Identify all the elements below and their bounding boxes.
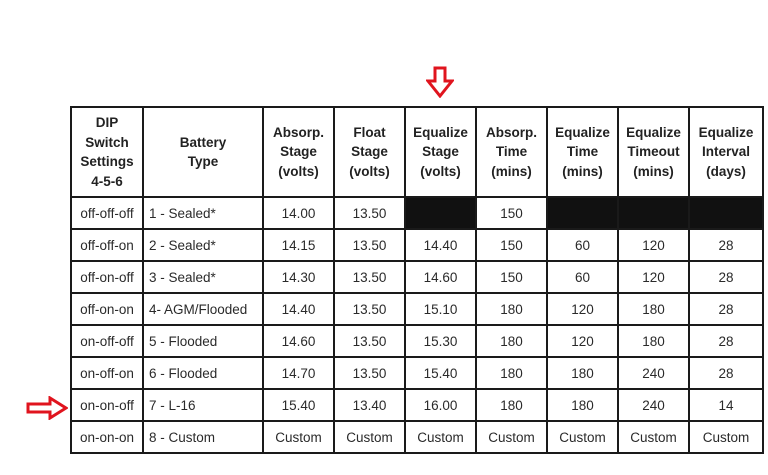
value-cell: 16.00 [405, 389, 476, 421]
header-text: Stage [422, 144, 459, 160]
header-equalize-timeout [618, 107, 689, 197]
value-cell: 120 [547, 293, 618, 325]
arrow-right-icon [26, 396, 68, 420]
value-cell: Custom [689, 421, 763, 453]
value-cell: 60 [547, 229, 618, 261]
value-cell: 60 [547, 261, 618, 293]
blocked-cell [689, 197, 763, 229]
header-text: Equalize [413, 124, 468, 140]
header-equalize-time [547, 107, 618, 197]
value-cell: 14.15 [263, 229, 334, 261]
table-row [71, 421, 763, 453]
header-absorp-time [476, 107, 547, 197]
value-cell: 13.50 [334, 261, 405, 293]
dip-setting-cell: off-on-off [71, 261, 143, 293]
dip-setting-cell: on-off-off [71, 325, 143, 357]
value-cell: 13.50 [334, 357, 405, 389]
value-cell: 150 [476, 197, 547, 229]
value-cell: 150 [476, 229, 547, 261]
value-cell: 150 [476, 261, 547, 293]
blocked-cell [405, 197, 476, 229]
value-cell: Custom [334, 421, 405, 453]
value-cell: 180 [547, 357, 618, 389]
header-text: Timeout [627, 144, 680, 160]
value-cell: 180 [476, 325, 547, 357]
table-row [71, 261, 763, 293]
header-equalize-stage [405, 107, 476, 197]
dip-switch-table [70, 106, 764, 454]
dip-setting-cell: off-off-on [71, 229, 143, 261]
value-cell: 240 [618, 389, 689, 421]
header-text: (volts) [278, 163, 319, 179]
battery-type-cell: 3 - Sealed* [143, 261, 263, 293]
value-cell: 14.40 [405, 229, 476, 261]
value-cell: 13.50 [334, 229, 405, 261]
value-cell: 28 [689, 229, 763, 261]
header-text: Float [353, 124, 386, 140]
header-text: Interval [701, 144, 751, 160]
value-cell: Custom [476, 421, 547, 453]
header-text: (mins) [491, 163, 532, 179]
table-row [71, 389, 763, 421]
value-cell: 14.30 [263, 261, 334, 293]
header-text: Type [187, 154, 219, 169]
value-cell: 13.50 [334, 325, 405, 357]
header-text: Time [566, 144, 599, 160]
value-cell: 15.30 [405, 325, 476, 357]
header-text: Stage [351, 144, 388, 160]
battery-type-cell: 2 - Sealed* [143, 229, 263, 261]
value-cell: Custom [263, 421, 334, 453]
blocked-cell [618, 197, 689, 229]
value-cell: 120 [618, 229, 689, 261]
dip-setting-cell: on-on-off [71, 389, 143, 421]
header-text: Switch [85, 134, 129, 150]
dip-setting-cell: on-on-on [71, 421, 143, 453]
value-cell: 120 [547, 325, 618, 357]
value-cell: 14.70 [263, 357, 334, 389]
value-cell: 13.50 [334, 197, 405, 229]
table-body [71, 197, 763, 453]
header-equalize-interval [689, 107, 763, 197]
header-text: Absorp. [485, 124, 537, 140]
table-row [71, 357, 763, 389]
value-cell: 13.50 [334, 293, 405, 325]
table-row [71, 325, 763, 357]
value-cell: 14.40 [263, 293, 334, 325]
header-text: (volts) [349, 163, 390, 179]
header-text: (mins) [633, 163, 674, 179]
header-absorp-stage [263, 107, 334, 197]
table-row [71, 229, 763, 261]
table-row [71, 197, 763, 229]
value-cell: 180 [476, 389, 547, 421]
value-cell: Custom [618, 421, 689, 453]
header-text: Time [495, 144, 528, 160]
value-cell: Custom [547, 421, 618, 453]
header-text: (mins) [562, 163, 603, 179]
value-cell: 14.00 [263, 197, 334, 229]
value-cell: 180 [547, 389, 618, 421]
value-cell: 180 [618, 293, 689, 325]
header-text: Absorp. [272, 124, 324, 140]
header-text: Equalize [698, 124, 754, 140]
battery-type-cell: 8 - Custom [143, 421, 263, 453]
dip-setting-cell: off-on-on [71, 293, 143, 325]
header-text: (days) [706, 163, 746, 179]
value-cell: 180 [476, 293, 547, 325]
header-battery-type [143, 107, 263, 197]
blocked-cell [547, 197, 618, 229]
dip-setting-cell: off-off-off [71, 197, 143, 229]
value-cell: 13.40 [334, 389, 405, 421]
battery-type-cell: 4- AGM/Flooded [143, 293, 263, 325]
header-row [71, 107, 763, 197]
value-cell: 14.60 [263, 325, 334, 357]
value-cell: 15.40 [263, 389, 334, 421]
value-cell: 120 [618, 261, 689, 293]
value-cell: 28 [689, 325, 763, 357]
header-text: DIP [95, 115, 119, 130]
value-cell: 28 [689, 261, 763, 293]
value-cell: 14 [689, 389, 763, 421]
header-text: (volts) [420, 163, 461, 179]
battery-type-cell: 6 - Flooded [143, 357, 263, 389]
value-cell: 14.60 [405, 261, 476, 293]
table-row [71, 293, 763, 325]
header-dip-settings [71, 107, 143, 197]
value-cell: 28 [689, 357, 763, 389]
header-text: Battery [179, 134, 227, 150]
battery-type-cell: 1 - Sealed* [143, 197, 263, 229]
value-cell: 15.10 [405, 293, 476, 325]
header-text: Settings [80, 154, 134, 169]
value-cell: Custom [405, 421, 476, 453]
header-text: Equalize [626, 124, 681, 140]
value-cell: 240 [618, 357, 689, 389]
value-cell: 15.40 [405, 357, 476, 389]
header-text: Stage [280, 144, 317, 160]
arrow-down-icon [426, 66, 454, 98]
value-cell: 180 [476, 357, 547, 389]
header-float-stage [334, 107, 405, 197]
value-cell: 28 [689, 293, 763, 325]
battery-type-cell: 7 - L-16 [143, 389, 263, 421]
value-cell: 180 [618, 325, 689, 357]
header-text: Equalize [555, 124, 610, 140]
header-text: 4-5-6 [91, 173, 123, 189]
dip-setting-cell: on-off-on [71, 357, 143, 389]
battery-type-cell: 5 - Flooded [143, 325, 263, 357]
